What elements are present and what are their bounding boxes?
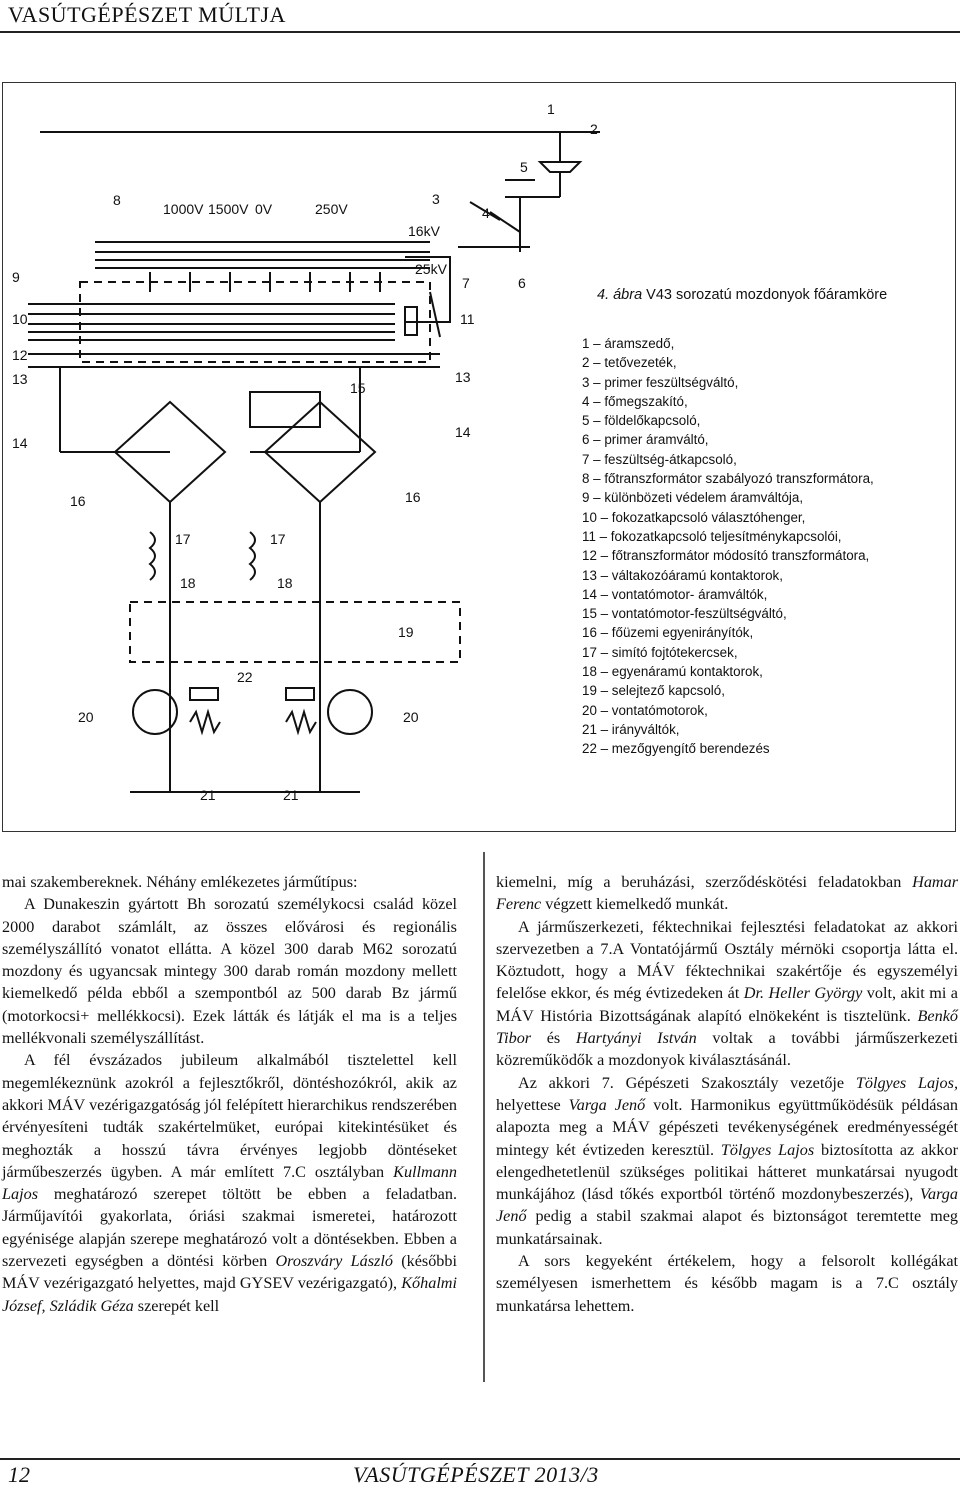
person-name: Dr. Heller György (743, 984, 863, 1003)
journal-footer: VASÚTGÉPÉSZET 2013/3 (353, 1462, 599, 1487)
legend-item: 8 – főtranszformátor szabályozó transzformátora, (582, 471, 874, 487)
text-run: végzett kiemelkedő munkát. (541, 895, 729, 914)
label-7: 7 (462, 275, 470, 291)
legend-item: 10 – fokozatkapcsoló választóhenger, (582, 509, 806, 525)
label-15: 15 (350, 380, 366, 396)
running-header: VASÚTGÉPÉSZET MÚLTJA (8, 2, 286, 27)
text-run: volt, akit mi a MÁV História Bizottságának alapító elnökeként is tisztelünk. (496, 984, 958, 1025)
right-column (496, 871, 958, 1317)
legend-item: 1 – áramszedő, (582, 336, 675, 351)
legend-item: 9 – különbözeti védelem áramváltója, (582, 490, 804, 506)
label-17-left: 17 (175, 531, 191, 547)
label-20-left: 20 (78, 709, 94, 725)
person-name: Kőhalmi József, Szládik Géza (2, 1274, 457, 1315)
legend-item: 3 – primer feszültségváltó, (582, 374, 739, 390)
label-3: 3 (432, 191, 440, 207)
paragraph (496, 1072, 958, 1250)
figure-legend (582, 334, 874, 759)
label-25kv: 25kV (415, 261, 447, 277)
label-13-right: 13 (455, 369, 471, 385)
person-name: Varga Jenő (568, 1095, 646, 1114)
motor-right (328, 690, 372, 734)
text-run: szerepét kell (133, 1296, 220, 1315)
text-run: helyettese (496, 1095, 569, 1114)
label-6: 6 (518, 275, 526, 291)
label-19: 19 (398, 624, 414, 640)
label-16kv: 16kV (408, 223, 440, 239)
text-run: Az akkori 7. Gépészeti Szakosztály vezetője (518, 1073, 856, 1092)
label-9: 9 (12, 269, 20, 285)
figure-caption (597, 287, 887, 303)
label-11: 11 (460, 311, 475, 327)
person-name: Varga Jenő (496, 1185, 958, 1226)
legend-item: 5 – földelőkapcsoló, (582, 413, 701, 429)
text-run: volt. Harmonikus együttműködésük példásan alapozta meg a MÁV gépészeti tevékenységének eredményességét mintegy két évtizeden keresztül. (496, 1095, 958, 1159)
legend-item: 17 – simító fojtótekercsek, (582, 644, 738, 660)
legend-item: 22 – mezőgyengítő berendezés (582, 741, 770, 757)
person-name: Kullmann Lajos (2, 1162, 457, 1204)
paragraph (496, 871, 958, 916)
paragraph (2, 1049, 457, 1317)
label-16-left: 16 (70, 493, 86, 509)
label-12: 12 (12, 347, 28, 363)
label-22: 22 (237, 669, 253, 685)
legend-item: 4 – főmegszakító, (582, 393, 688, 409)
label-8: 8 (113, 192, 121, 208)
paragraph: mai szakembereknek. Néhány emlékezetes járműtípus: (2, 873, 358, 891)
legend-item: 20 – vontatómotorok, (582, 702, 708, 718)
label-13-left: 13 (12, 371, 28, 387)
text-run: pedig a stabil szakmai alapot és biztonságot teremtette meg munkatársainak. (496, 1207, 958, 1248)
person-name: Hartyányi István (575, 1029, 697, 1048)
text-run: biztosította az akkor elengedhetetlenül szükséges politikai hátteret munkatársai nyugodt munkájához (lásd tőkés exportból történő mozdonybeszerzés), (496, 1140, 958, 1204)
label-18-left: 18 (180, 575, 196, 591)
label-16-right: 16 (405, 489, 421, 505)
text-run: meghatározó szerepet töltött be ebben a feladatban. Járműjavítói gyakorlata, óriási szakmai ismeretei, határozott egyénisége alapján szerepe meghatározó volt a döntésekben. Ebben a szervezeti egységben a döntési körben (2, 1185, 457, 1271)
legend-item: 19 – selejtező kapcsoló, (582, 683, 725, 699)
legend-item: 6 – primer áramváltó, (582, 432, 709, 448)
label-14-right: 14 (455, 424, 471, 440)
page-number: 12 (8, 1462, 30, 1487)
label-250v: 250V (315, 201, 348, 217)
legend-item: 2 – tetővezeték, (582, 355, 677, 371)
caption-prefix: 4. ábra (597, 287, 643, 303)
header-rule (0, 31, 960, 33)
label-21-right: 21 (283, 787, 299, 803)
label-17-right: 17 (270, 531, 286, 547)
paragraph (496, 916, 958, 1072)
legend-item: 7 – feszültség-átkapcsoló, (582, 451, 737, 467)
legend-item: 18 – egyenáramú kontaktorok, (582, 664, 763, 680)
legend-item: 14 – vontatómotor- áramváltók, (582, 586, 768, 602)
column-divider (483, 852, 485, 1382)
label-21-left: 21 (200, 787, 216, 803)
legend-item: 16 – főüzemi egyenirányítók, (582, 625, 754, 641)
person-name: Hamar Ferenc (496, 873, 958, 914)
legend-item: 15 – vontatómotor-feszültségváltó, (582, 606, 787, 622)
text-run: kiemelni, míg a beruházási, szerződéskötési feladatokban (496, 873, 913, 891)
text-run: A járműszerkezeti, féktechnikai fejlesztési feladatokat az akkori szervezetben a 7.A Vontatójármű Osztály mérnöki csoportja látta el. Köztudott, hogy a MÁV féktechnikai szakértője és egyszemélyi felelőse ekkor, és még évtizedeken át (496, 917, 958, 1003)
person-name: Benkő Tibor (496, 1006, 958, 1048)
legend-item: 13 – váltakozóáramú kontaktorok, (582, 567, 783, 583)
label-2: 2 (590, 121, 598, 137)
legend-item: 11 – fokozatkapcsoló teljesítménykapcsolói, (582, 528, 842, 544)
label-1: 1 (547, 101, 555, 117)
footer-rule (0, 1458, 960, 1460)
label-5: 5 (520, 159, 528, 175)
label-1000v: 1000V (163, 201, 204, 217)
label-4: 4 (482, 205, 490, 221)
person-name: Tölgyes Lajos (720, 1140, 815, 1159)
text-run: voltak a további járműszerkezeti közreműködők a mozdonyok kiválasztásánál. (496, 1029, 959, 1070)
text-run: és (531, 1029, 576, 1048)
text-run: A fél évszázados jubileum alkalmából tisztelettel kell megemlékeznünk azokról a fejlesztőkről, döntéshozókról, akik az akkori MÁV vezérigazgatóság jól felépített hierarchikus rendszerében érvényesíteni tudták szakértelmüket, európai kitekintésüket és meghozták a hosszú távra érvényes legjobb döntéseket járműbeszerzés ügyben. A már említett 7.C osztályban (2, 1051, 457, 1181)
label-14-left: 14 (12, 435, 28, 451)
legend-item: 12 – főtranszformátor módosító transzformátora, (582, 548, 870, 564)
paragraph: A Dunakeszin gyártott Bh sorozatú személykocsi család közel 2000 darabot számlált, az összes elővárosi és regionális személyszállító vonatot ellátta. A közel 300 darab M62 sorozatú mozdony és ugyancsak mintegy 300 darab román mozdony mellett kiemelkedő példa ebből a szempontból az 500 darab Bz jármű (motorkocsi+ mellékkocsi). Ezek látták és látják el ma is a teljes mellékvonali személyszállítást. (2, 895, 457, 1048)
label-1500v: 1500V (208, 201, 249, 217)
paragraph: A sors kegyeként értékelem, hogy a felsorolt kollégákat személyesen ismerhettem és később magam is a 7.C osztály munkatársa lehettem. (496, 1252, 958, 1315)
text-run: (későbbi MÁV vezérigazgató helyettes, majd GYSEV vezérigazgató), (2, 1252, 457, 1293)
person-name: Oroszváry László (275, 1252, 393, 1271)
caption-text: V43 sorozatú mozdonyok főáramköre (642, 287, 888, 303)
label-18-right: 18 (277, 575, 293, 591)
left-column (2, 871, 457, 1317)
legend-item: 21 – irányváltók, (582, 721, 680, 737)
label-20-right: 20 (403, 709, 419, 725)
label-10: 10 (12, 311, 28, 327)
person-name: Tölgyes Lajos, (855, 1073, 958, 1092)
label-0v: 0V (255, 201, 273, 217)
